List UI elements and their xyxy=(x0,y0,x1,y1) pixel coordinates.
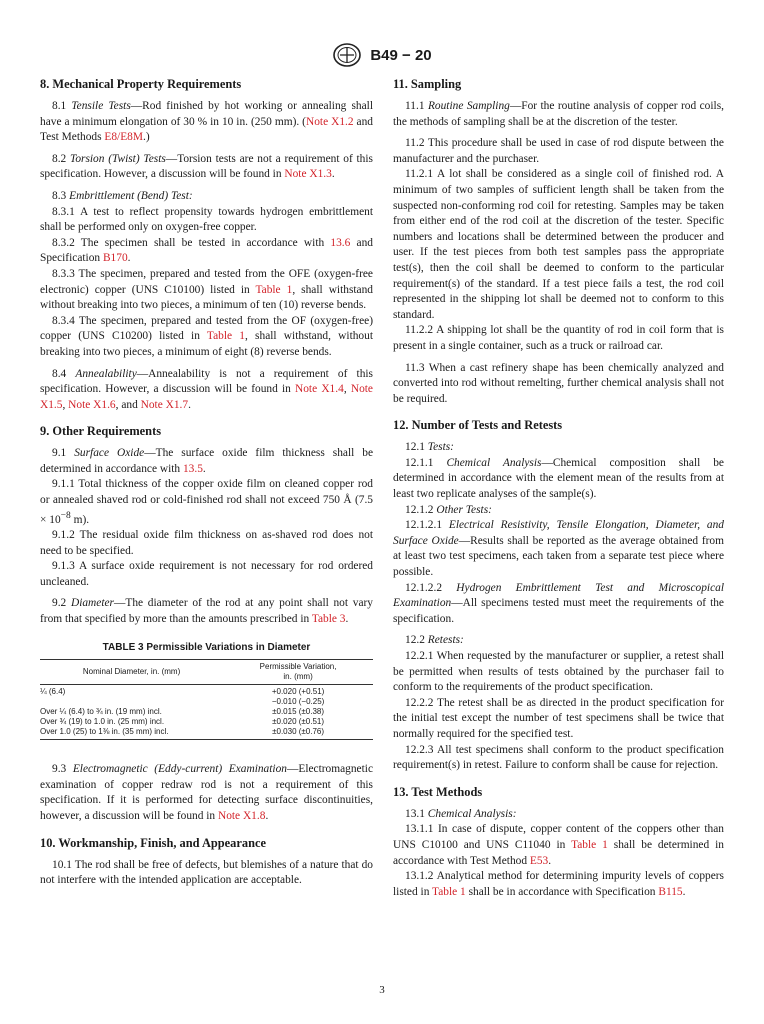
table-3-link[interactable]: Table 3 xyxy=(311,613,346,626)
section-8-title: 8. Mechanical Property Requirements xyxy=(40,77,242,91)
section-12-title: 12. Number of Tests and Retests xyxy=(393,418,563,433)
table-row: Over 1.0 (25) to 1⅜ in. (35 mm) incl. ±0.030 (±0.76) xyxy=(40,727,373,740)
table-1-link[interactable]: Table 1 xyxy=(571,838,608,851)
table-header-diameter: Nominal Diameter, in. (mm) xyxy=(40,660,223,685)
para-12-1-2-2: 12.1.2.2 Hydrogen Embrittlement Test and Microscopical Examination—All specimens tested must meet the requirements of the specification. xyxy=(393,581,724,625)
e53-link[interactable]: E53 xyxy=(529,854,549,867)
para-11-2-2: 11.2.2 A shipping lot shall be the quantity of rod in coil form that is present in a single container, such as a truck or railroad car. xyxy=(393,324,724,352)
para-9-3: 9.3 Electromagnetic (Eddy-current) Examination—Electromagnetic examination of copper redraw rod is not a requirement of this specification. If it is performed for detecting surface discontinuities, however, a discussion will be found in Note X1.8. xyxy=(40,763,373,822)
para-12-1: 12.1 Tests: xyxy=(405,441,454,454)
section-10-title: 10. Workmanship, Finish, and Appearance xyxy=(40,835,266,850)
right-column xyxy=(393,76,724,900)
para-9-1-1: 9.1.1 Total thickness of the copper oxide film on cleaned copper rod or annealed shaved rod or cold-finished rod shall not exceed 750 Å ($7.5 \times 10^{-8}$ m). xyxy=(40,478,373,526)
astm-logo-icon xyxy=(332,43,362,67)
para-11-1: 11.1 Routine Sampling—For the routine analysis of copper rod coils, the methods of sampling shall be at the discretion of the tester. xyxy=(393,100,724,128)
para-9-1-3: 9.1.3 A surface oxide requirement is not necessary for rod ordered uncleaned. xyxy=(40,560,373,588)
standard-designation: B49 − 20 xyxy=(370,46,432,64)
table-row: Over ¼ (6.4) to ¾ in. (19 mm) incl. ±0.015 (±0.38) xyxy=(40,707,325,717)
table-row: Over ¾ (19) to 1.0 in. (25 mm) incl. ±0.020 (±0.51) xyxy=(40,717,325,727)
para-12-2-1: 12.2.1 When requested by the manufacturer or supplier, a retest shall be permitted when results of tests obtained by the purchaser fail to conform to the requirements of the product specification. xyxy=(393,650,724,694)
table-1-link[interactable]: Table 1 xyxy=(255,283,293,296)
para-12-1-2-1: 12.1.2.1 Electrical Resistivity, Tensile Elongation, Diameter, and Surface Oxide—Results shall be reported as the average obtained from at least two test specimens, each taken from a separate test piece where possible. xyxy=(393,519,724,579)
page-number: 3 xyxy=(379,984,385,996)
para-9-1-2: 9.1.2 The residual oxide film thickness on as-shaved rod does not need to be specified. xyxy=(40,529,373,557)
table-header-variation: Permissible Variation, in. (mm) xyxy=(223,660,373,685)
para-9-2: 9.2 Diameter—The diameter of the rod at any point shall not vary from that specified by more than the amounts prescribed in Table 3. xyxy=(40,597,373,626)
left-column xyxy=(40,76,373,889)
para-12-1-1: 12.1.1 Chemical Analysis—Chemical composition shall be determined in accordance with the element mean of the results from at least two replicate analyses of the sample(s). xyxy=(393,456,724,501)
para-8-3-3: 8.3.3 The specimen, prepared and tested from the OFE (oxygen-free electronic) copper (UNS C10100) listed in Table 1, shall withstand without breaking into two pieces, a minimum of ten (10) reverse bends. xyxy=(40,267,373,312)
para-8-2: 8.2 Torsion (Twist) Tests—Torsion tests are not a requirement of this specification. However, a discussion will be found in Note X1.3. xyxy=(40,152,373,181)
para-12-2: 12.2 Retests: xyxy=(405,634,464,647)
para-13-1-1: 13.1.1 In case of dispute, copper content of the coppers other than UNS C10100 and UNS C11040 in Table 1 shall be determined in accordance with Test Method E53. xyxy=(393,823,724,867)
note-x1-7-link[interactable]: Note X1.7 xyxy=(140,398,189,411)
para-8-3-1: 8.3.1 A test to reflect propensity towards hydrogen embrittlement shall be performed only on oxygen-free copper. xyxy=(40,205,373,234)
para-12-2-2: 12.2.2 The retest shall be as directed in the product specification for the initial test except the number of test specimens shall be twice that normally required for the specified test. xyxy=(393,696,724,740)
para-13-1: 13.1 Chemical Analysis: xyxy=(405,807,517,820)
b170-link[interactable]: B170 xyxy=(102,252,128,265)
section-13-title: 13. Test Methods xyxy=(393,784,483,799)
ref-13-5-link[interactable]: 13.5 xyxy=(182,462,203,475)
section-11-title: 11. Sampling xyxy=(393,77,462,91)
page-header xyxy=(0,43,764,69)
para-13-1-2: 13.1.2 Analytical method for determining impurity levels of coppers listed in Table 1 shall be in accordance with Specification B115. xyxy=(393,870,724,898)
e8-link[interactable]: E8/E8M xyxy=(104,131,143,144)
para-11-3: 11.3 When a cast refinery shape has been chemically analyzed and converted into rod without remelting, further chemical analysis shall not be required. xyxy=(393,361,724,405)
table-3 xyxy=(40,659,373,740)
para-11-2-1: 11.2.1 A lot shall be considered as a single coil of finished rod. A minimum of two samples of sufficient length shall be taken from the suspected non-conforming rod coil for retesting. Samples may be taken from either end of the rod coil at the discretion of the tester. Specific numbers and locations shall be determined between the producer and user. If the test pieces from both test samples pass the appropriate test(s), then the coil shall be deemed to conform to the particular requirement(s) of the standard. If a test piece fails a test, the rod coil represented in the shipping lot shall be deemed not to conform to this standard. xyxy=(393,168,724,321)
note-x1-3-link[interactable]: Note X1.3 xyxy=(284,168,332,181)
note-x1-4-link[interactable]: Note X1.4 xyxy=(295,383,344,396)
para-11-2: 11.2 This procedure shall be used in case of rod dispute between the manufacturer and the purchaser. xyxy=(393,137,724,165)
para-10-1: 10.1 The rod shall be free of defects, but blemishes of a nature that do not interfere with the intended application are acceptable. xyxy=(40,858,373,887)
para-8-1: 8.1 Tensile Tests—Rod finished by hot working or annealing shall have a minimum elongation of 30 % in 10 in. (250 mm). (Note X1.2 and Test Methods E8/E8M.) xyxy=(40,100,373,144)
para-8-3-4: 8.3.4 The specimen, prepared and tested from the OF (oxygen-free) copper (UNS C10200) listed in Table 1, shall withstand, without breaking into two pieces, a minimum of eight (8) reverse bends. xyxy=(40,314,373,358)
table-1-link[interactable]: Table 1 xyxy=(206,330,245,343)
section-9-title: 9. Other Requirements xyxy=(40,424,162,439)
table-1-link[interactable]: Table 1 xyxy=(432,885,466,898)
para-8-4: 8.4 Annealability—Annealability is not a requirement of this specification. However, a discussion will be found in Note X1.4, Note X1.5, Note X1.6, and Note X1.7. xyxy=(40,367,373,411)
note-x1-6-link[interactable]: Note X1.6 xyxy=(68,398,116,411)
para-12-2-3: 12.2.3 All test specimens shall conform to the product specification requirement(s) in retest. Failure to conform shall be cause for rejection. xyxy=(393,743,724,772)
para-9-1: 9.1 Surface Oxide—The surface oxide film thickness shall be determined in accordance with 13.5. xyxy=(40,447,374,475)
note-x1-2-link[interactable]: Note X1.2 xyxy=(305,115,354,128)
note-x1-8-link[interactable]: Note X1.8 xyxy=(217,809,266,822)
b115-link[interactable]: B115 xyxy=(658,885,683,898)
table-row: ¼ (6.4) +0.020 (+0.51) −0.010 (−0.25) xyxy=(40,687,325,707)
table-3-title: TABLE 3 Permissible Variations in Diameter xyxy=(102,641,311,653)
para-12-1-2: 12.1.2 Other Tests: xyxy=(405,503,492,516)
ref-13-6-link[interactable]: 13.6 xyxy=(330,236,351,249)
note-x1-5-link[interactable]: Note X1.5 xyxy=(40,383,373,411)
para-8-3-2: 8.3.2 The specimen shall be tested in accordance with 13.6 and Specification B170. xyxy=(40,236,373,265)
para-8-3: 8.3 Embrittlement (Bend) Test: xyxy=(52,189,193,202)
